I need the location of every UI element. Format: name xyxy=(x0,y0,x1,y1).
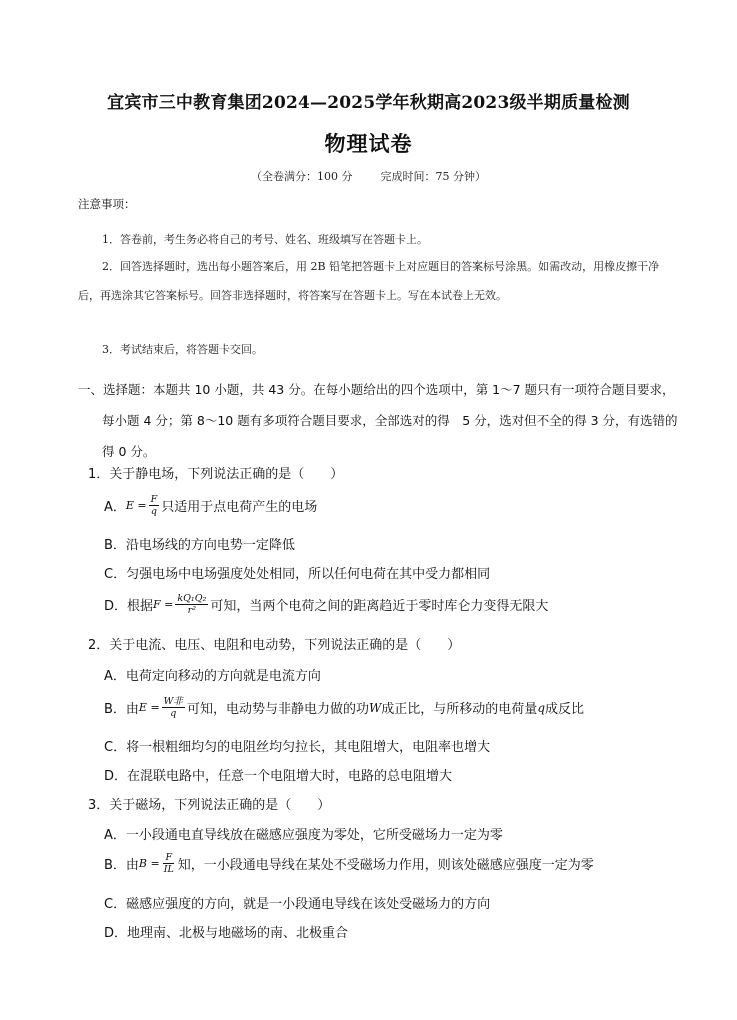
option-a: A．电荷定向移动的方向就是电流方向 xyxy=(104,669,321,684)
fraction-denominator: q xyxy=(150,506,157,517)
formula-lhs: E = xyxy=(138,701,160,714)
fraction-numerator: W非 xyxy=(163,696,183,707)
score-info: （全卷满分：100 分 xyxy=(251,170,353,183)
notice-item: 3．考试结束后，将答题卡交回。 xyxy=(102,343,263,356)
option-a: A．一小段通电直导线放在磁感应强度为零处，它所受磁场力一定为零 xyxy=(104,828,503,843)
fraction-denominator: IL xyxy=(163,864,174,875)
option-b: B．沿电场线的方向电势一定降低 xyxy=(104,538,295,553)
formula-fraction xyxy=(175,593,208,616)
option-text: 可知，当两个电荷之间的距离趋近于零时库仑力变得无限大 xyxy=(210,599,549,614)
option-text: 知，一小段通电导线在某处不受磁场力作用，则该处磁感应强度一定为零 xyxy=(177,858,594,873)
option-label: B．由 xyxy=(104,702,139,717)
option-label: B．由 xyxy=(104,858,139,873)
option-c: C．将一根粗细均匀的电阻丝均匀拉长，其电阻增大，电阻率也增大 xyxy=(104,740,491,755)
time-info: 完成时间：75 分钟） xyxy=(380,170,486,183)
exam-meta xyxy=(0,168,737,184)
fraction-denominator: r² xyxy=(187,605,197,616)
exam-title: 宜宾市三中教育集团2024—2025学年秋期高2023级半期质量检测 xyxy=(107,93,630,113)
question-stem: 3．关于磁场，下列说法正确的是（ ） xyxy=(88,798,331,813)
option-a xyxy=(104,494,317,517)
section-instructions: 一、选择题：本题共 10 小题，共 43 分。在每小题给出的四个选项中，第 1～7 题只有一项符合题目要求，每小题 4 分；第 8～10 题有多项符合题目要求，全部选对的得 5 分，选对但不全的得 3 分，有选错的得 0 分。 xyxy=(78,382,678,459)
formula-lhs: B = xyxy=(138,857,160,870)
option-label: D．根据 xyxy=(104,599,154,614)
fraction-numerator: F xyxy=(165,852,173,863)
option-d: D．在混联电路中，任意一个电阻增大时，电路的总电阻增大 xyxy=(104,769,453,784)
option-text: 可知，电动势与非静电力做的功 xyxy=(186,702,369,717)
formula-fraction xyxy=(162,852,176,875)
symbol-q: q xyxy=(537,700,545,715)
option-b xyxy=(104,852,594,875)
fraction-numerator: F xyxy=(150,494,158,505)
option-label: A． xyxy=(104,500,126,515)
fraction-numerator: kQ₁Q₂ xyxy=(177,593,207,604)
question-stem: 2．关于电流、电压、电阻和电动势，下列说法正确的是（ ） xyxy=(88,638,461,653)
notice-item: 2．回答选择题时，选出每小题答案后，用 2B 铅笔把答题卡上对应题目的答案标号涂黑。如需改动，用橡皮擦干净后，再选涂其它答案标号。回答非选择题时，将答案写在答题卡上。写在本试卷上无效。 xyxy=(78,260,660,302)
option-d: D．地理南、北极与地磁场的南、北极重合 xyxy=(104,926,349,941)
formula-fraction xyxy=(162,696,185,719)
symbol-w: W xyxy=(368,700,382,715)
option-text: 只适用于点电荷产生的电场 xyxy=(161,500,318,515)
question-stem: 1．关于静电场，下列说法正确的是（ ） xyxy=(88,467,344,482)
option-c: C．匀强电场中电场强度处处相同，所以任何电荷在其中受力都相同 xyxy=(104,567,491,582)
notice-heading: 注意事项： xyxy=(78,197,136,211)
formula-lhs: E = xyxy=(125,499,147,512)
formula-fraction xyxy=(149,494,160,517)
option-text: 成反比 xyxy=(545,702,585,717)
notice-item: 1．答卷前，考生务必将自己的考号、姓名、班级填写在答题卡上。 xyxy=(102,233,428,246)
option-text: 成正比，与所移动的电荷量 xyxy=(381,702,538,717)
option-d xyxy=(104,593,548,616)
option-c: C．磁感应强度的方向，就是一小段通电导线在该处受磁场力的方向 xyxy=(104,897,491,912)
option-b xyxy=(104,696,584,719)
exam-subject: 物理试卷 xyxy=(324,131,413,156)
fraction-denominator: q xyxy=(170,708,177,719)
formula-lhs: F = xyxy=(153,598,174,611)
